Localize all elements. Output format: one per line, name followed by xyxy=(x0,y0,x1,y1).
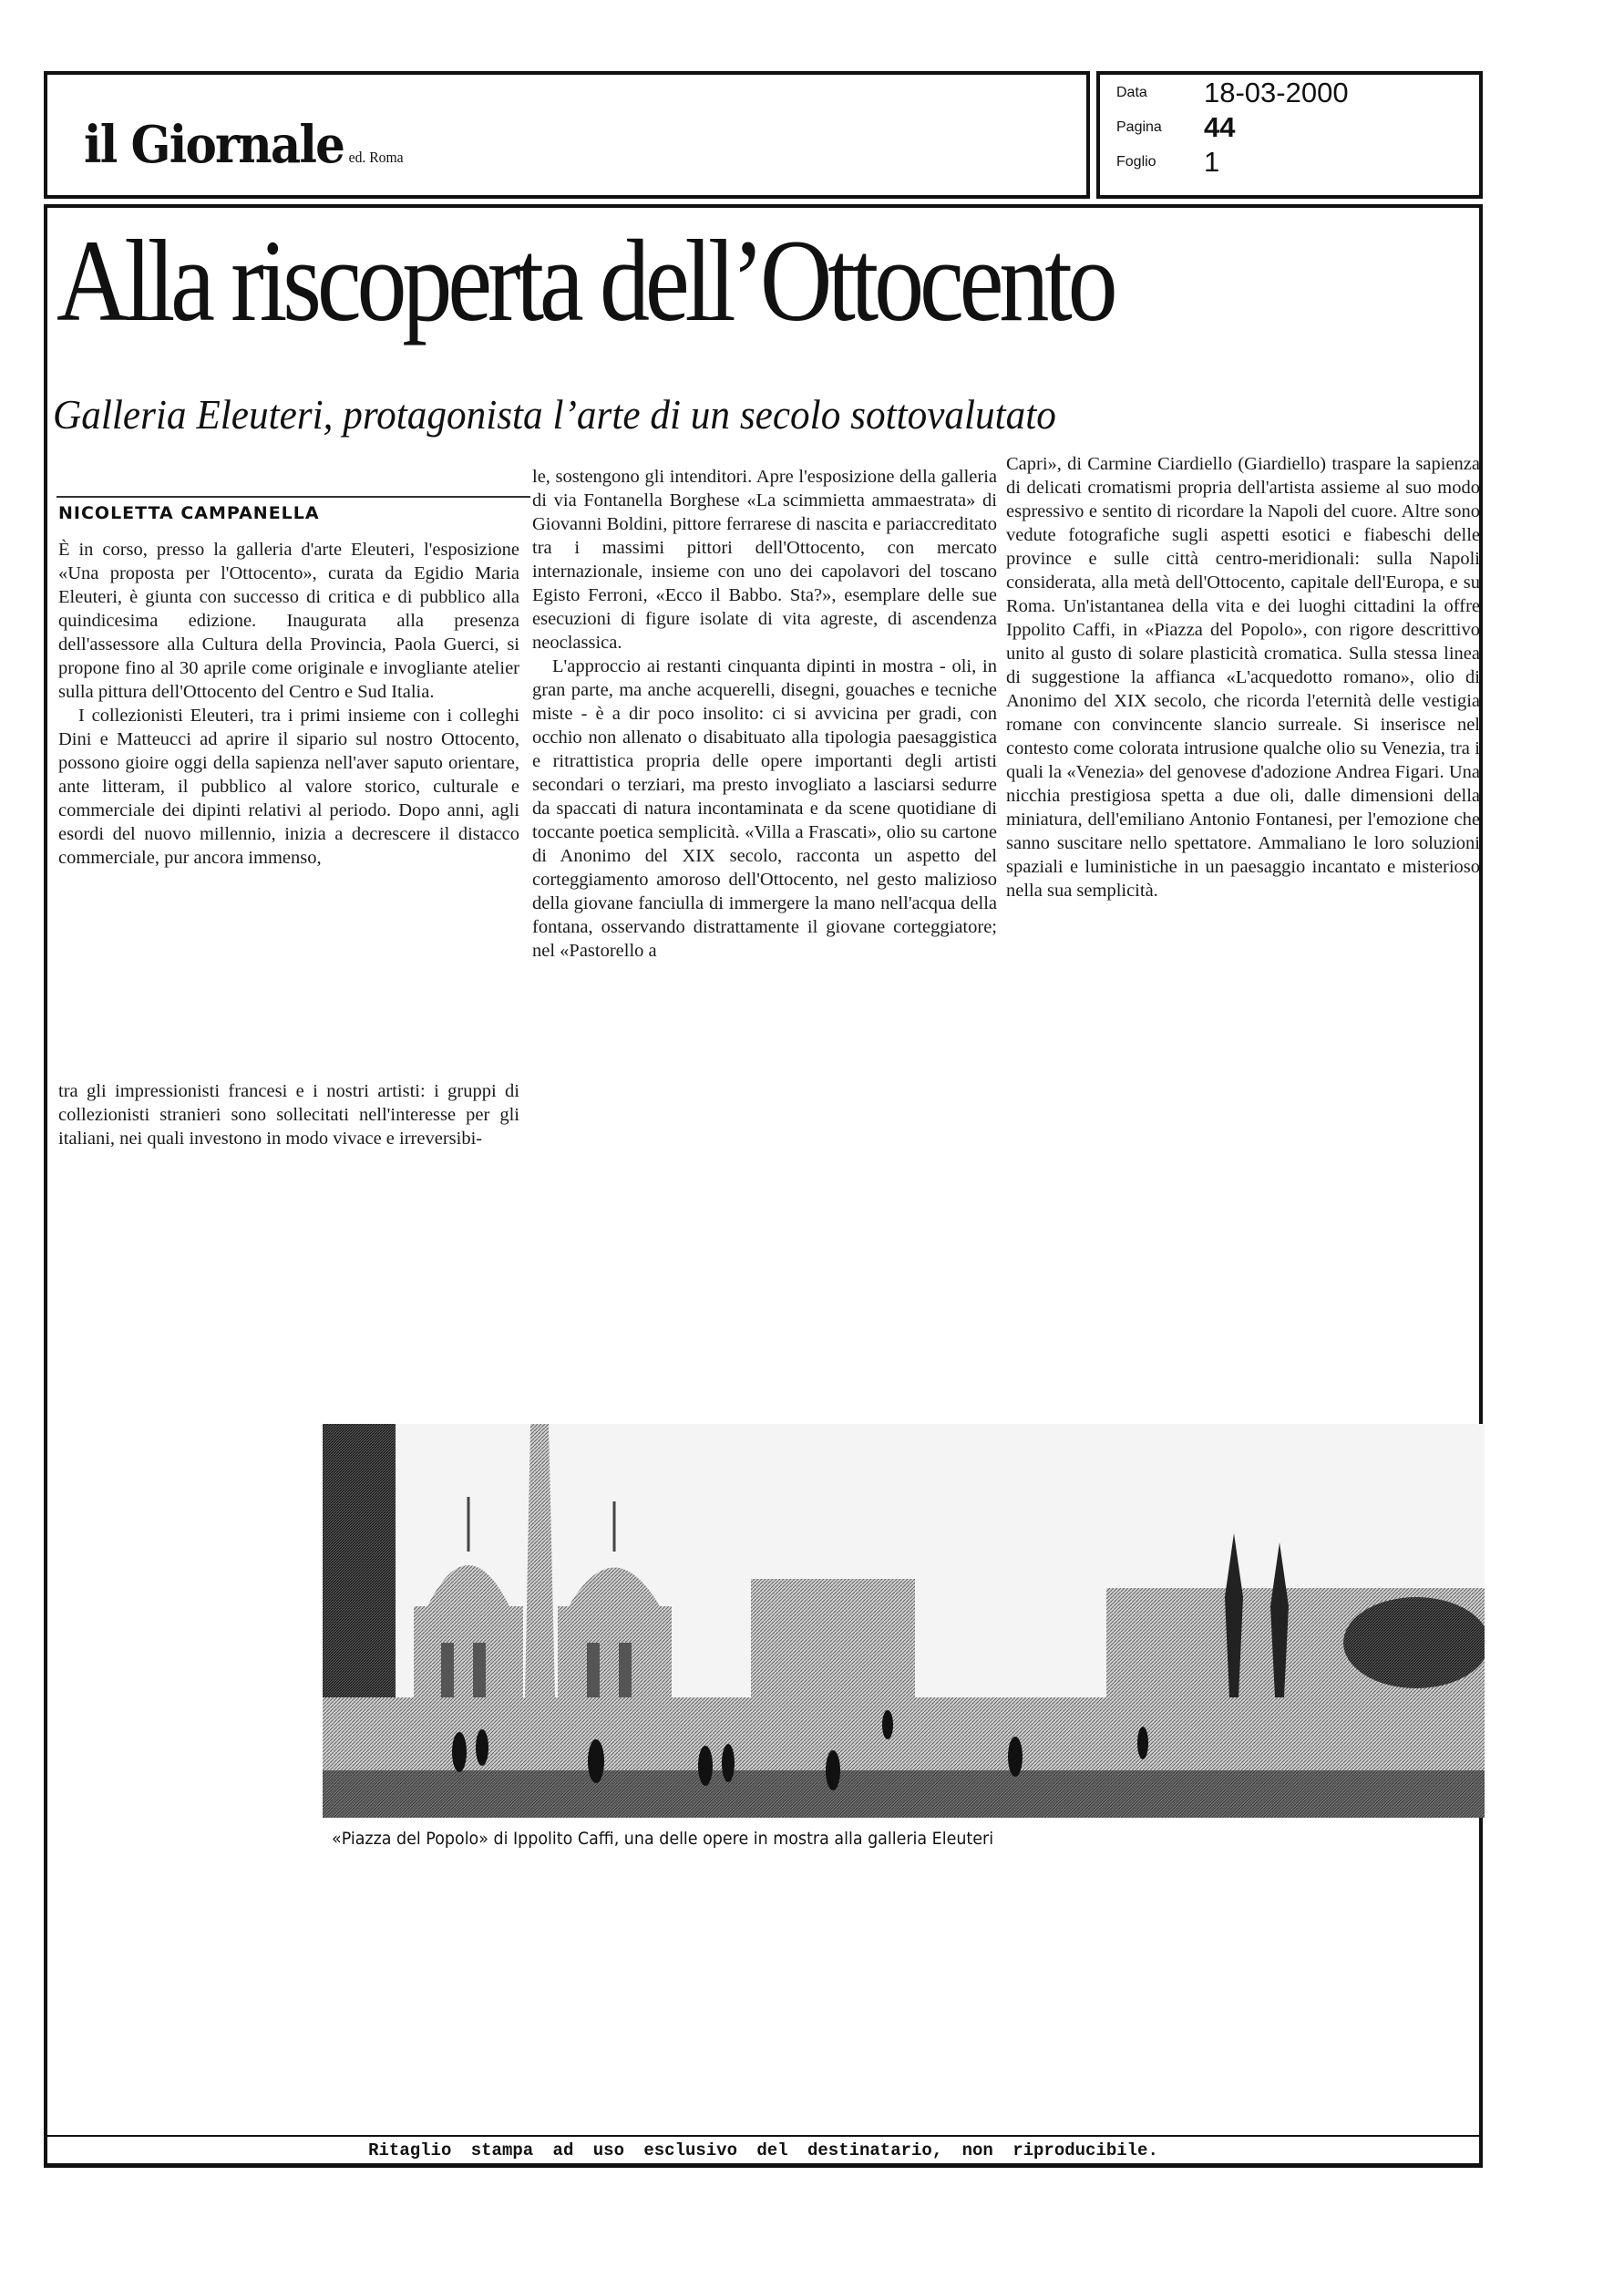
article-photo xyxy=(323,1424,1485,1818)
paragraph: I collezionisti Eleuteri, tra i primi insieme con i colleghi Dini e Matteucci ad aprire il sipario sul nostro Ottocento, possono gioire oggi della sapienza nell'aver saputo orientare, ante litteram, il pubblico al valore storico, culturale e commerciale dei dipinti relativi al periodo. Dopo anni, agli esordi del nuovo millennio, inizia a decrescere il distacco commerciale, pur ancora immenso, xyxy=(58,706,519,868)
headline: Alla riscoperta dell’Ottocento xyxy=(57,216,1114,345)
sheet-value: 1 xyxy=(1204,146,1220,178)
byline: NICOLETTA CAMPANELLA xyxy=(58,503,320,523)
clipping-metadata xyxy=(1096,71,1483,199)
article-column-1 xyxy=(58,538,519,870)
masthead xyxy=(44,71,1090,199)
paragraph: Capri», di Carmine Ciardiello (Giardiello) traspare la sapienza di delicati cromatismi propria dell'artista assieme al suo modo espressivo e sentito di ricordare la Napoli del cuore. Altre sono vedute fotografiche sugli aspetti esotici e fiabeschi delle province e sulle città centro-meridionali: sulla Napoli considerata, alla metà dell'Ottocento, capitale dell'Europa, e su Roma. Un'istantanea della vita e dei luoghi cittadini la offre Ippolito Caffi, in «Piazza del Popolo», con rigore descrittivo unito al gusto di solare plasticità cromatica. Sulla stessa linea di suggestione la affianca «L'acquedotto romano», olio di Anonimo del XIX secolo, che ricorda l'eternità delle vestigia romane con convincente slancio surreale. Si inserisce nel contesto come colorata intrusione qualche olio su Venezia, tra i quali la «Venezia» del genovese d'adozione Andrea Figari. Una nicchia prestigiosa spetta a due oli, dalle dimensioni della miniatura, dell'emiliano Antonio Fontanesi, per l'emozione che sanno suscitare nello spettatore. Ammaliano le loro soluzioni spaziali e luministiche in un paesaggio incantato e misterioso nella sua semplicità. xyxy=(1006,454,1480,901)
newspaper-logo xyxy=(84,115,404,175)
paragraph: L'approccio ai restanti cinquanta dipinti in mostra - oli, in gran parte, ma anche acquerelli, disegni, gouaches e tecniche miste - è a dir poco insolito: ci si avvicina per gradi, con occhio non allenato o disabituato alla tipologia paesaggistica e ritrattistica propria delle opere importanti degli artisti secondari o terziari, ma presto invogliato a lasciarsi sedurre da spaccati di natura incontaminata e da scene quotidiane di toccante poetica semplicità. «Villa a Frascati», olio su cartone di Anonimo del XIX secolo, racconta un aspetto del corteggiamento amoroso dell'Ottocento, nel gesto malizioso della giovane fanciulla di immergere la mano nell'acqua della fontana, osservando distrattamente il giovane corteggiatore; nel «Pastorello a xyxy=(532,656,997,961)
meta-page-row xyxy=(1116,111,1235,144)
reproduction-notice: Ritaglio stampa ad uso esclusivo del destinatario, non riproducibile. xyxy=(368,2140,1158,2160)
paragraph: le, sostengono gli intenditori. Apre l'esposizione della galleria di via Fontanella Borghese «La scimmietta ammaestrata» di Giovanni Boldini, pittore ferrarese di nascita e pariaccreditato tra i massimi pittori dell'Ottocento, con mercato internazionale, insieme con uno dei capolavori del toscano Egisto Ferroni, «Ecco il Babbo. Sta?», esemplare delle sue esecuzioni di figure isolate di vita agreste, di ascendenza neoclassica. xyxy=(532,467,997,653)
meta-date-row xyxy=(1116,77,1349,109)
edition-label: ed. Roma xyxy=(348,149,404,166)
page-label: Pagina xyxy=(1116,119,1162,135)
article xyxy=(44,204,1483,2137)
footer xyxy=(44,2135,1483,2168)
date-value: 18-03-2000 xyxy=(1204,77,1349,108)
byline-rule xyxy=(57,496,530,498)
article-column-1-continued xyxy=(58,1079,519,1150)
date-label: Data xyxy=(1116,85,1147,100)
subheadline: Galleria Eleuteri, protagonista l’arte di un secolo sottovalutato xyxy=(53,391,1056,438)
sheet-label: Foglio xyxy=(1116,154,1156,170)
meta-sheet-row xyxy=(1116,146,1219,179)
article-column-2 xyxy=(532,465,997,963)
photo-caption: «Piazza del Popolo» di Ippolito Caffi, una delle opere in mostra alla galleria Eleuteri xyxy=(332,1829,994,1849)
page-value: 44 xyxy=(1204,111,1236,143)
piazza-del-popolo-illustration xyxy=(323,1424,1485,1818)
paragraph: tra gli impressionisti francesi e i nostri artisti: i gruppi di collezionisti stranieri sono sollecitati nell'interesse per gli italiani, nei quali investono in modo vivace e irreversibi- xyxy=(58,1081,519,1149)
paragraph: È in corso, presso la galleria d'arte Eleuteri, l'esposizione «Una proposta per l'Ottocento», curata da Egidio Maria Eleuteri, è giunta con successo di critica e di pubblico alla quindicesima edizione. Inaugurata alla presenza dell'assessore alla Cultura della Provincia, Paola Guerci, si propone fino al 30 aprile come originale e invogliante atelier sulla pittura dell'Ottocento del Centro e Sud Italia. xyxy=(58,540,519,702)
newspaper-name: il Giornale xyxy=(84,115,344,175)
article-column-3 xyxy=(1006,452,1480,902)
